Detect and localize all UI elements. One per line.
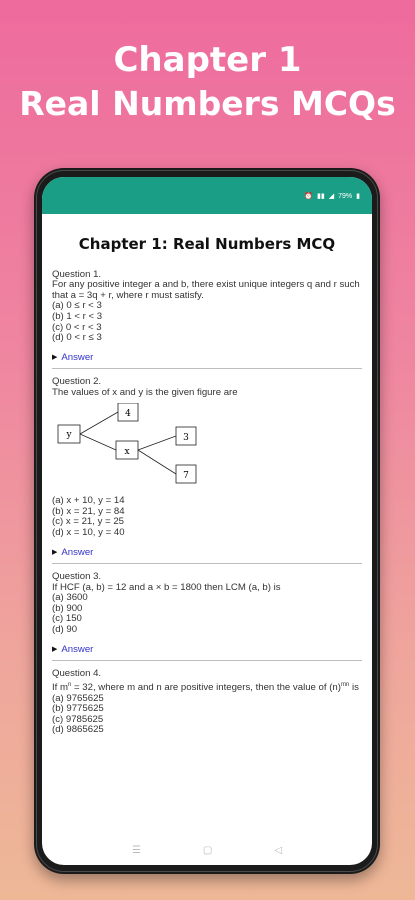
question-1 xyxy=(52,270,362,364)
answer-toggle-2[interactable] xyxy=(52,548,362,559)
headline-line1: Chapter 1 xyxy=(113,40,302,80)
phone-screen xyxy=(42,177,372,865)
option: (d) 90 xyxy=(52,624,78,636)
question-number: Question 3. xyxy=(52,571,102,583)
alarm-icon: ⏰ xyxy=(304,193,314,200)
option: (b) 900 xyxy=(52,602,83,614)
option: (a) 0 ≤ r < 3 xyxy=(52,300,102,312)
menu-icon[interactable]: ☰ xyxy=(131,844,141,856)
question-3 xyxy=(52,572,362,655)
option: (b) x = 21, y = 84 xyxy=(52,505,125,517)
option: (a) 3600 xyxy=(52,592,88,604)
triangle-right-icon: ▶ xyxy=(52,548,58,556)
answer-toggle-1[interactable] xyxy=(52,353,362,364)
factor-tree-diagram xyxy=(56,403,206,489)
option: (b) 9775625 xyxy=(52,703,104,715)
option: (d) x = 10, y = 40 xyxy=(52,526,125,538)
battery-icon: ▮ xyxy=(356,193,360,200)
answer-label: Answer xyxy=(61,351,94,363)
page-content xyxy=(42,235,372,736)
battery-text: 79% xyxy=(338,192,353,200)
diagram-node-y: y xyxy=(66,429,72,440)
question-number: Question 2. xyxy=(52,376,102,388)
option: (d) 9865625 xyxy=(52,724,104,736)
question-4 xyxy=(52,669,362,736)
question-text: The values of x and y is the given figure are xyxy=(52,386,238,398)
diagram-node-4: 4 xyxy=(125,408,131,419)
option: (b) 1 < r < 3 xyxy=(52,310,103,322)
question-text: If $m^n = 32$, where m and n are positive integers, then the value of $(n)^{mn}$ is xyxy=(52,681,359,694)
question-number: Question 4. xyxy=(52,668,102,680)
page-title: Chapter 1: Real Numbers MCQ xyxy=(78,235,336,253)
signal-icon: ▮▮ xyxy=(317,193,325,200)
divider xyxy=(52,563,362,564)
divider xyxy=(52,368,362,369)
phone-frame xyxy=(34,168,380,874)
question-number: Question 1. xyxy=(52,268,102,280)
option: (c) x = 21, y = 25 xyxy=(52,516,124,528)
question-text: If HCF (a, b) = 12 and a × b = 1800 then LCM (a, b) is xyxy=(52,581,281,593)
question-2 xyxy=(52,377,362,558)
diagram-node-3: 3 xyxy=(183,432,189,443)
answer-label: Answer xyxy=(61,546,94,558)
diagram-node-7: 7 xyxy=(183,470,189,481)
triangle-right-icon: ▶ xyxy=(52,353,58,361)
home-icon[interactable]: ▢ xyxy=(202,844,213,856)
option: (c) 9785625 xyxy=(52,713,104,725)
option: (d) 0 < r ≤ 3 xyxy=(52,332,102,344)
status-icons xyxy=(304,192,360,200)
option: (a) x + 10, y = 14 xyxy=(52,495,125,507)
diagram-node-x: x xyxy=(124,446,130,457)
back-icon[interactable]: ◁ xyxy=(274,844,283,856)
status-bar xyxy=(42,177,372,214)
wifi-icon: ◢ xyxy=(328,193,335,200)
question-text: For any positive integer a and b, there exist unique integers q and r such that a = 3q + r, where r must satisfy. xyxy=(52,279,360,301)
nav-bar xyxy=(42,835,372,865)
option: (a) 9765625 xyxy=(52,692,104,704)
headline xyxy=(0,38,415,126)
triangle-right-icon: ▶ xyxy=(52,645,58,653)
answer-toggle-3[interactable] xyxy=(52,645,362,656)
answer-label: Answer xyxy=(61,643,94,655)
option: (c) 0 < r < 3 xyxy=(52,321,102,333)
headline-line2: Real Numbers MCQs xyxy=(19,84,396,123)
option: (c) 150 xyxy=(52,613,82,625)
divider xyxy=(52,660,362,661)
